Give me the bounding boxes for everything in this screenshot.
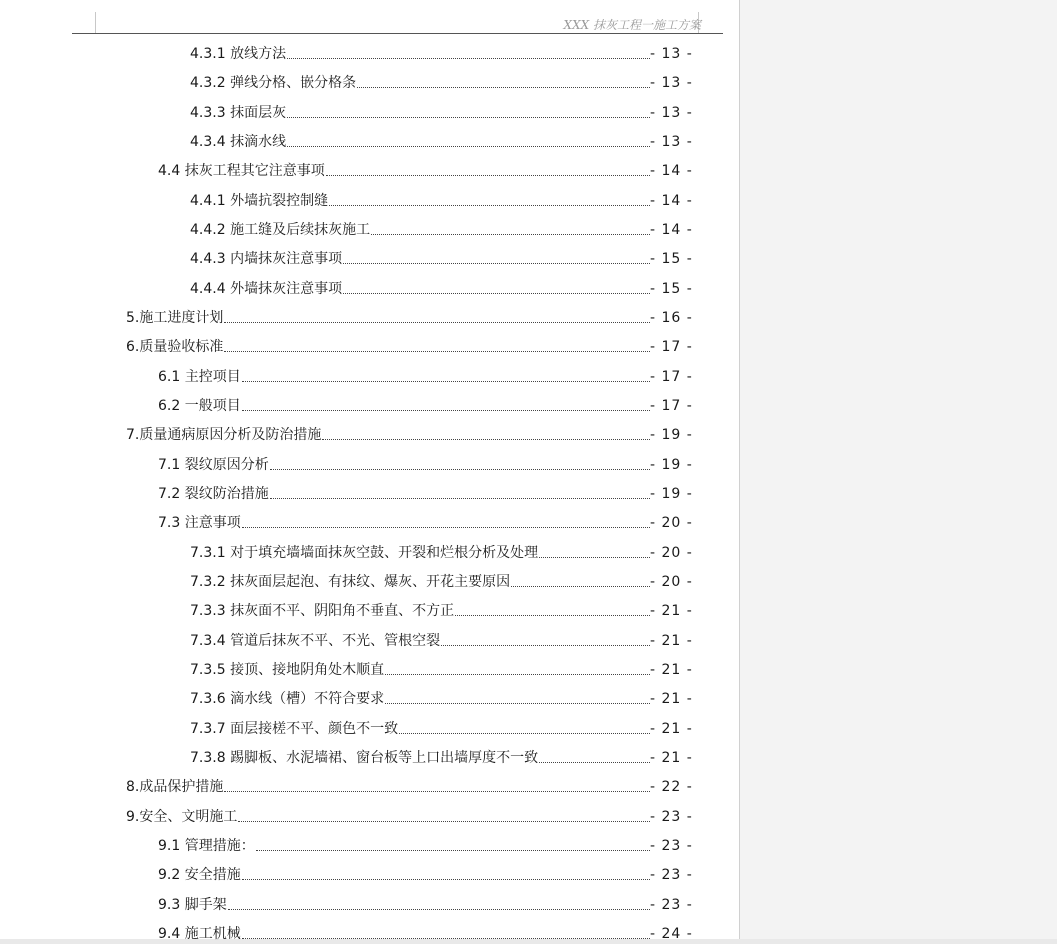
toc-entry[interactable] xyxy=(190,279,700,299)
toc-entry-page-number: - 21 - xyxy=(650,749,693,766)
toc-entry[interactable] xyxy=(158,455,700,475)
toc-entry[interactable] xyxy=(190,249,700,269)
toc-dot-leader xyxy=(242,526,650,528)
toc-entry[interactable] xyxy=(126,777,700,797)
toc-entry-title: 4.4.4 外墙抹灰注意事项 xyxy=(190,280,343,297)
toc-dot-leader xyxy=(539,556,650,558)
toc-entry[interactable] xyxy=(158,367,700,387)
toc-entry-title: 6.2 一般项目 xyxy=(158,397,241,414)
toc-entry-title: 7.3.5 接顶、接地阴角处木顺直 xyxy=(190,661,385,678)
toc-entry-title: 7.3.3 抹灰面不平、阴阳角不垂直、不方正 xyxy=(190,603,455,620)
toc-dot-leader xyxy=(242,380,650,382)
toc-entry[interactable] xyxy=(158,161,700,181)
toc-entry-page-number: - 15 - xyxy=(650,251,693,268)
toc-entry[interactable] xyxy=(158,396,700,416)
toc-entry-page-number: - 13 - xyxy=(650,104,693,121)
toc-entry-title: 7.1 裂纹原因分析 xyxy=(158,456,269,473)
toc-entry-page-number: - 14 - xyxy=(650,192,693,209)
toc-dot-leader xyxy=(511,585,650,587)
page-header-text: XXX 抹灰工程一施工方案 xyxy=(563,18,701,32)
toc-entry[interactable] xyxy=(190,132,700,152)
toc-entry-title: 7.3 注意事项 xyxy=(158,515,241,532)
toc-entry[interactable] xyxy=(190,660,700,680)
toc-entry-page-number: - 16 - xyxy=(650,309,693,326)
toc-entry[interactable] xyxy=(190,748,700,768)
margin-corner-mark-left xyxy=(95,12,96,34)
toc-entry-title: 7.3.2 抹灰面层起泡、有抹纹、爆灰、开花主要原因 xyxy=(190,573,511,590)
toc-entry-page-number: - 20 - xyxy=(650,515,693,532)
toc-dot-leader xyxy=(287,116,650,118)
toc-entry-page-number: - 22 - xyxy=(650,779,693,796)
toc-dot-leader xyxy=(357,86,650,88)
toc-entry-title: 9.安全、文明施工 xyxy=(126,808,238,825)
toc-dot-leader xyxy=(326,174,650,176)
toc-entry[interactable] xyxy=(158,865,700,885)
toc-entry-title: 4.3.3 抹面层灰 xyxy=(190,104,287,121)
toc-entry[interactable] xyxy=(158,924,700,944)
toc-entry-title: 9.3 脚手架 xyxy=(158,896,227,913)
toc-entry[interactable] xyxy=(158,513,700,533)
toc-entry-title: 7.3.7 面层接槎不平、颜色不一致 xyxy=(190,720,399,737)
toc-dot-leader xyxy=(399,732,650,734)
toc-entry-page-number: - 14 - xyxy=(650,221,693,238)
toc-entry-title: 4.3.4 抹滴水线 xyxy=(190,133,287,150)
toc-entry-page-number: - 21 - xyxy=(650,661,693,678)
toc-dot-leader xyxy=(224,790,650,792)
toc-entry-title: 4.4.3 内墙抹灰注意事项 xyxy=(190,251,343,268)
toc-entry[interactable] xyxy=(190,689,700,709)
toc-entry-page-number: - 13 - xyxy=(650,133,693,150)
toc-entry-title: 4.4.2 施工缝及后续抹灰施工 xyxy=(190,221,371,238)
toc-dot-leader xyxy=(238,820,650,822)
toc-dot-leader xyxy=(224,321,650,323)
toc-entry-page-number: - 13 - xyxy=(650,75,693,92)
toc-dot-leader xyxy=(228,908,650,910)
toc-entry-title: 4.4 抹灰工程其它注意事项 xyxy=(158,163,325,180)
toc-entry-title: 6.1 主控项目 xyxy=(158,368,241,385)
toc-entry-page-number: - 21 - xyxy=(650,720,693,737)
toc-entry[interactable] xyxy=(190,719,700,739)
toc-entry[interactable] xyxy=(190,631,700,651)
toc-entry[interactable] xyxy=(158,484,700,504)
workspace-background xyxy=(740,0,1057,939)
toc-dot-leader xyxy=(385,702,650,704)
toc-entry-page-number: - 23 - xyxy=(650,867,693,884)
toc-dot-leader xyxy=(343,292,650,294)
toc-entry-page-number: - 17 - xyxy=(650,339,693,356)
toc-entry-page-number: - 20 - xyxy=(650,573,693,590)
toc-dot-leader xyxy=(270,497,650,499)
toc-entry-title: 7.3.6 滴水线（槽）不符合要求 xyxy=(190,691,385,708)
toc-entry-page-number: - 21 - xyxy=(650,603,693,620)
toc-entry[interactable] xyxy=(126,308,700,328)
toc-dot-leader xyxy=(455,614,650,616)
toc-entry[interactable] xyxy=(190,572,700,592)
toc-dot-leader xyxy=(322,438,650,440)
toc-dot-leader xyxy=(256,849,650,851)
toc-entry-title: 7.3.1 对于填充墙墙面抹灰空鼓、开裂和烂根分析及处理 xyxy=(190,544,539,561)
toc-entry-title: 6.质量验收标准 xyxy=(126,339,224,356)
toc-dot-leader xyxy=(441,644,650,646)
toc-dot-leader xyxy=(287,57,650,59)
toc-entry[interactable] xyxy=(190,103,700,123)
toc-entry[interactable] xyxy=(190,191,700,211)
toc-entry[interactable] xyxy=(190,543,700,563)
toc-entry-page-number: - 23 - xyxy=(650,808,693,825)
toc-entry[interactable] xyxy=(126,337,700,357)
toc-entry-title: 7.2 裂纹防治措施 xyxy=(158,485,269,502)
toc-entry-page-number: - 21 - xyxy=(650,632,693,649)
toc-entry-page-number: - 17 - xyxy=(650,368,693,385)
toc-entry-title: 4.3.1 放线方法 xyxy=(190,46,287,62)
toc-entry-page-number: - 19 - xyxy=(650,485,693,502)
toc-entry-page-number: - 20 - xyxy=(650,544,693,561)
toc-entry[interactable] xyxy=(190,220,700,240)
toc-entry-page-number: - 23 - xyxy=(650,837,693,854)
toc-dot-leader xyxy=(242,409,650,411)
toc-entry[interactable] xyxy=(126,425,700,445)
toc-entry-title: 9.1 管理措施： xyxy=(158,837,255,854)
toc-dot-leader xyxy=(270,468,650,470)
toc-entry-page-number: - 17 - xyxy=(650,397,693,414)
toc-entry[interactable] xyxy=(158,836,700,856)
toc-entry-page-number: - 23 - xyxy=(650,896,693,913)
toc-dot-leader xyxy=(539,761,650,763)
toc-entry-page-number: - 14 - xyxy=(650,163,693,180)
toc-dot-leader xyxy=(385,673,650,675)
toc-entry-title: 5.施工进度计划 xyxy=(126,309,224,326)
toc-entry-title: 8.成品保护措施 xyxy=(126,779,224,796)
toc-dot-leader xyxy=(371,233,650,235)
toc-dot-leader xyxy=(287,145,650,147)
toc-entry-title: 9.2 安全措施 xyxy=(158,867,241,884)
toc-entry[interactable] xyxy=(158,895,700,915)
toc-entry-page-number: - 24 - xyxy=(650,925,693,942)
toc-entry-page-number: - 19 - xyxy=(650,427,693,444)
toc-entry-page-number: - 21 - xyxy=(650,691,693,708)
toc-dot-leader xyxy=(329,204,650,206)
toc-entry[interactable] xyxy=(190,44,700,64)
toc-entry-title: 7.质量通病原因分析及防治措施 xyxy=(126,427,322,444)
toc-entry[interactable] xyxy=(190,73,700,93)
toc-entry-page-number: - 15 - xyxy=(650,280,693,297)
toc-entry-title: 4.3.2 弹线分格、嵌分格条 xyxy=(190,75,357,92)
toc-entry-title: 7.3.8 踢脚板、水泥墙裙、窗台板等上口出墙厚度不一致 xyxy=(190,749,539,766)
toc-dot-leader xyxy=(224,350,650,352)
toc-entry-page-number: - 13 - xyxy=(650,46,693,62)
toc-entry[interactable] xyxy=(126,807,700,827)
toc-entry[interactable] xyxy=(190,601,700,621)
toc-entry-page-number: - 19 - xyxy=(650,456,693,473)
toc-dot-leader xyxy=(242,878,650,880)
toc-entry-title: 7.3.4 管道后抹灰不平、不光、管根空裂 xyxy=(190,632,441,649)
header-rule xyxy=(72,33,723,34)
toc-entry-title: 4.4.1 外墙抗裂控制缝 xyxy=(190,192,329,209)
toc-dot-leader xyxy=(343,262,650,264)
toc-entry-title: 9.4 施工机械 xyxy=(158,925,241,942)
